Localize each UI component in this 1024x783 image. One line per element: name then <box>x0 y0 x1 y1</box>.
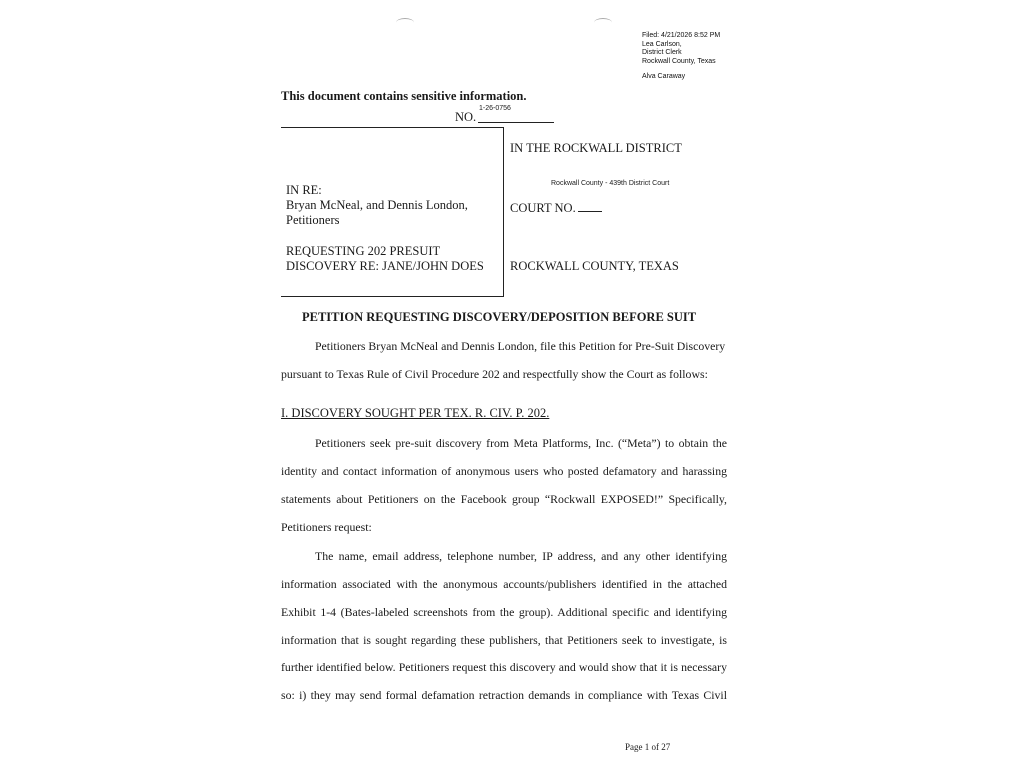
case-number-value: 1-26-0756 <box>479 105 511 112</box>
caption-in-re: IN RE: <box>286 183 322 197</box>
court-county: ROCKWALL COUNTY, TEXAS <box>510 259 679 273</box>
stamp-line: District Clerk <box>642 49 682 56</box>
petition-title: PETITION REQUESTING DISCOVERY/DEPOSITION BEFORE SUIT <box>302 310 697 324</box>
intro-line: Petitioners Bryan McNeal and Dennis London, file this Petition for Pre-Suit Discovery <box>315 339 726 353</box>
paragraph-line: Petitioners seek pre-suit discovery from Meta Platforms, Inc. (“Meta”) to obtain the <box>315 436 727 450</box>
court-number-blank <box>578 211 602 212</box>
paragraph-line: Exhibit 1-4 (Bates-labeled screenshots from the group). Additional specific and identifying <box>281 605 727 619</box>
caption-border-top <box>281 127 504 128</box>
caption-petitioners-label: Petitioners <box>286 213 340 227</box>
court-number <box>510 201 602 216</box>
deputy-clerk-name: Alva Caraway <box>642 73 686 80</box>
caption-requesting-line1: REQUESTING 202 PRESUIT <box>286 244 441 258</box>
paragraph-line: information that is sought regarding these publishers, that Petitioners seek to investigate, is <box>281 633 727 647</box>
paragraph-line: Petitioners request: <box>281 520 372 534</box>
punch-hole-mark <box>396 18 414 27</box>
stamp-line: Rockwall County, Texas <box>642 57 716 65</box>
stamp-line: Filed: 4/21/2026 8:52 PM <box>642 32 721 39</box>
paragraph-line: information associated with the anonymous accounts/publishers identified in the attached <box>281 577 727 591</box>
intro-line: pursuant to Texas Rule of Civil Procedure 202 and respectfully show the Court as follows: <box>281 367 708 381</box>
paragraph-line: further identified below. Petitioners request this discovery and would show that it is necessary <box>281 660 727 674</box>
case-number-label: NO. <box>455 110 477 124</box>
section-heading: I. DISCOVERY SOUGHT PER TEX. R. CIV. P. 202. <box>281 406 550 420</box>
page-number: Page 1 of 27 <box>625 742 671 752</box>
paragraph-line: identity and contact information of anonymous users who posted defamatory and harassing <box>281 464 727 478</box>
sensitive-notice: This document contains sensitive information. <box>281 89 527 103</box>
case-number-line <box>478 122 554 123</box>
caption-border-right <box>503 127 504 297</box>
caption-petitioners-names: Bryan McNeal, and Dennis London, <box>286 198 468 212</box>
filing-stamp <box>642 32 720 66</box>
paragraph-line: statements about Petitioners on the Facebook group “Rockwall EXPOSED!” Specifically, <box>281 492 727 506</box>
punch-hole-mark <box>594 18 612 27</box>
court-number-label: COURT NO. <box>510 201 576 215</box>
paragraph-line: so: i) they may send formal defamation retraction demands in compliance with Texas Civil <box>281 688 727 702</box>
stamp-line: Lea Carlson, <box>642 40 682 48</box>
court-name: Rockwall County - 439th District Court <box>551 180 670 187</box>
caption-border-bottom <box>281 296 504 297</box>
paragraph-line: The name, email address, telephone number, IP address, and any other identifying <box>315 549 727 563</box>
court-in-the: IN THE ROCKWALL DISTRICT <box>510 141 682 155</box>
caption-requesting-line2: DISCOVERY RE: JANE/JOHN DOES <box>286 259 484 273</box>
